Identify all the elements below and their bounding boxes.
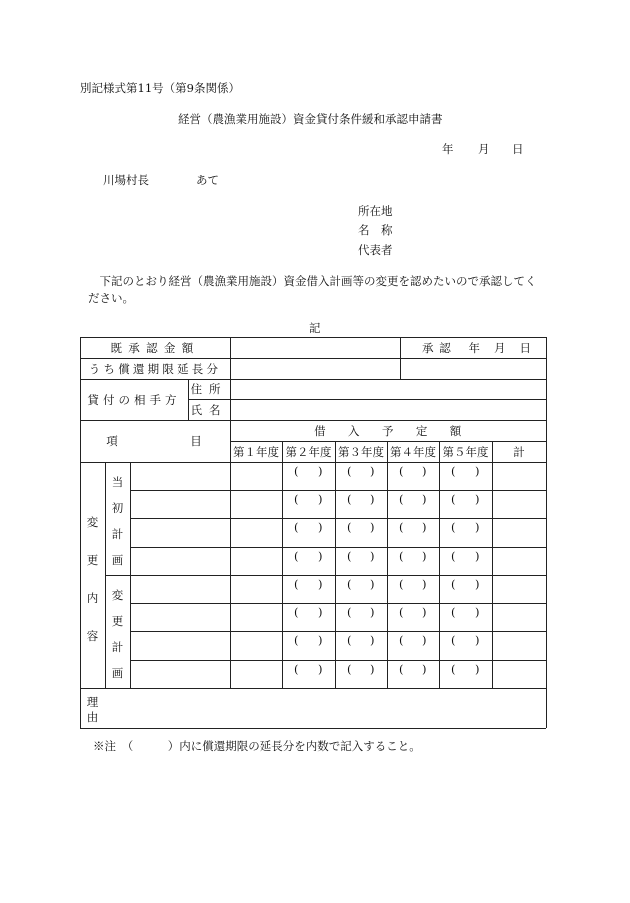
application-table: [80, 337, 546, 728]
paren-open: (: [347, 464, 352, 478]
table-hline: [80, 688, 546, 689]
table-border-top: [80, 337, 546, 338]
paren-open: (: [451, 549, 456, 563]
applicant-name-label: 名 称: [358, 223, 393, 237]
paren-open: (: [451, 605, 456, 619]
paren-close: ): [318, 492, 323, 506]
ki-heading: 記: [309, 321, 321, 335]
paren-open: (: [347, 662, 352, 676]
initial-plan-label: 当 初 計 画: [111, 475, 124, 567]
table-vline: [335, 441, 336, 688]
table-border-left: [80, 337, 81, 728]
addressee-suffix: あて: [196, 173, 219, 187]
extension-portion-label: うち償還期限延長分: [88, 361, 222, 376]
name-label: 氏名: [190, 402, 228, 417]
paren-close: ): [370, 633, 375, 647]
planned-amount-header: 借入予定額: [314, 423, 484, 438]
table-hline: [188, 399, 546, 400]
change-content-label: 変 更 内 容: [86, 515, 99, 643]
table-vline: [439, 441, 440, 688]
paren-open: (: [399, 549, 404, 563]
table-hline: [80, 358, 546, 359]
form-number: 別記様式第11号（第9条関係）: [80, 81, 240, 95]
table-hline: [130, 603, 546, 604]
address-label: 住所: [190, 382, 228, 396]
paren-open: (: [347, 633, 352, 647]
approval-date-label-cell: [400, 337, 546, 358]
body-text-line1: 下記のとおり経営（農漁業用施設）資金借入計画等の変更を認めたいので承認してく: [88, 274, 537, 288]
paren-close: ): [370, 520, 375, 534]
reason-label: 理 由: [86, 695, 99, 724]
table-border-right: [546, 337, 547, 728]
date-month-label: 月: [478, 142, 490, 156]
paren-open: (: [294, 605, 299, 619]
paren-open: (: [347, 577, 352, 591]
paren-open: (: [451, 633, 456, 647]
paren-close: ): [422, 549, 427, 563]
paren-close: ): [318, 549, 323, 563]
year-header-3: 第３年度: [338, 444, 384, 459]
approval-month-label: 月: [494, 340, 506, 355]
paren-open: (: [399, 520, 404, 534]
table-vline: [492, 441, 493, 688]
paren-close: ): [370, 492, 375, 506]
applicant-representative-label: 代表者: [358, 243, 393, 257]
table-hline: [105, 575, 546, 576]
date-day-label: 日: [512, 142, 524, 156]
paren-close: ): [475, 549, 480, 563]
paren-close: ): [475, 492, 480, 506]
paren-open: (: [294, 662, 299, 676]
date-year-label: 年: [442, 142, 454, 156]
applicant-address-label: 所在地: [358, 204, 393, 218]
table-border-bottom: [80, 728, 546, 729]
total-header: 計: [513, 444, 525, 459]
approval-label: 承認: [422, 340, 457, 355]
paren-open: (: [347, 549, 352, 563]
paren-close: ): [475, 577, 480, 591]
paren-open: (: [451, 520, 456, 534]
addressee-name: 川場村長: [103, 173, 149, 187]
paren-close: ): [370, 662, 375, 676]
approval-day-label: 日: [519, 340, 531, 355]
paren-open: (: [294, 577, 299, 591]
year-header-5: 第５年度: [442, 444, 489, 459]
paren-close: ): [370, 549, 375, 563]
paren-close: ): [422, 520, 427, 534]
paren-close: ): [475, 633, 480, 647]
paren-open: (: [451, 464, 456, 478]
paren-open: (: [347, 605, 352, 619]
table-hline: [130, 660, 546, 661]
paren-close: ): [370, 577, 375, 591]
document-title: 経営（農漁業用施設）資金貸付条件緩和承認申請書: [178, 112, 443, 126]
paren-open: (: [294, 492, 299, 506]
paren-close: ): [318, 520, 323, 534]
paren-close: ): [318, 662, 323, 676]
year-header-2: 第２年度: [285, 444, 332, 459]
table-hline: [80, 420, 546, 421]
table-hline: [130, 490, 546, 491]
item-label-right: 目: [190, 434, 202, 448]
paren-open: (: [399, 492, 404, 506]
table-hline: [130, 631, 546, 632]
paren-close: ): [318, 605, 323, 619]
table-vline: [400, 337, 401, 379]
table-vline: [188, 379, 189, 420]
approval-year-label: 年: [468, 340, 480, 355]
paren-close: ): [475, 520, 480, 534]
footnote: ※注 （ ）内に償還期限の延長分を内数で記入すること。: [93, 739, 421, 753]
approved-amount-label: 既承認金額: [110, 340, 200, 355]
paren-open: (: [294, 464, 299, 478]
table-vline: [282, 441, 283, 688]
paren-close: ): [370, 464, 375, 478]
table-hline: [230, 441, 546, 442]
item-label-left: 項: [106, 434, 118, 448]
year-header-1: 第１年度: [233, 444, 279, 459]
paren-open: (: [399, 464, 404, 478]
table-hline: [80, 379, 546, 380]
paren-close: ): [422, 633, 427, 647]
table-hline: [130, 518, 546, 519]
table-vline: [105, 462, 106, 688]
paren-open: (: [451, 662, 456, 676]
paren-open: (: [347, 492, 352, 506]
paren-open: (: [294, 633, 299, 647]
paren-close: ): [475, 662, 480, 676]
paren-close: ): [475, 605, 480, 619]
paren-open: (: [451, 492, 456, 506]
paren-close: ): [475, 464, 480, 478]
table-hline: [130, 547, 546, 548]
paren-open: (: [451, 577, 456, 591]
paren-close: ): [422, 577, 427, 591]
table-vline: [230, 337, 231, 688]
paren-close: ): [318, 464, 323, 478]
paren-close: ): [422, 662, 427, 676]
changed-plan-label: 変 更 計 画: [111, 588, 124, 680]
paren-close: ): [422, 492, 427, 506]
paren-close: ): [318, 633, 323, 647]
paren-close: ): [422, 464, 427, 478]
paren-open: (: [294, 520, 299, 534]
year-header-4: 第４年度: [390, 444, 436, 459]
paren-open: (: [399, 605, 404, 619]
table-vline: [130, 462, 131, 688]
paren-close: ): [370, 605, 375, 619]
paren-open: (: [347, 520, 352, 534]
paren-close: ): [422, 605, 427, 619]
table-vline: [387, 441, 388, 688]
paren-close: ): [318, 577, 323, 591]
table-hline: [80, 462, 546, 463]
lending-party-label: 貸付の相手方: [87, 392, 181, 407]
paren-open: (: [399, 633, 404, 647]
body-text-line2: ださい。: [88, 291, 134, 305]
paren-open: (: [399, 662, 404, 676]
paren-open: (: [399, 577, 404, 591]
paren-open: (: [294, 549, 299, 563]
